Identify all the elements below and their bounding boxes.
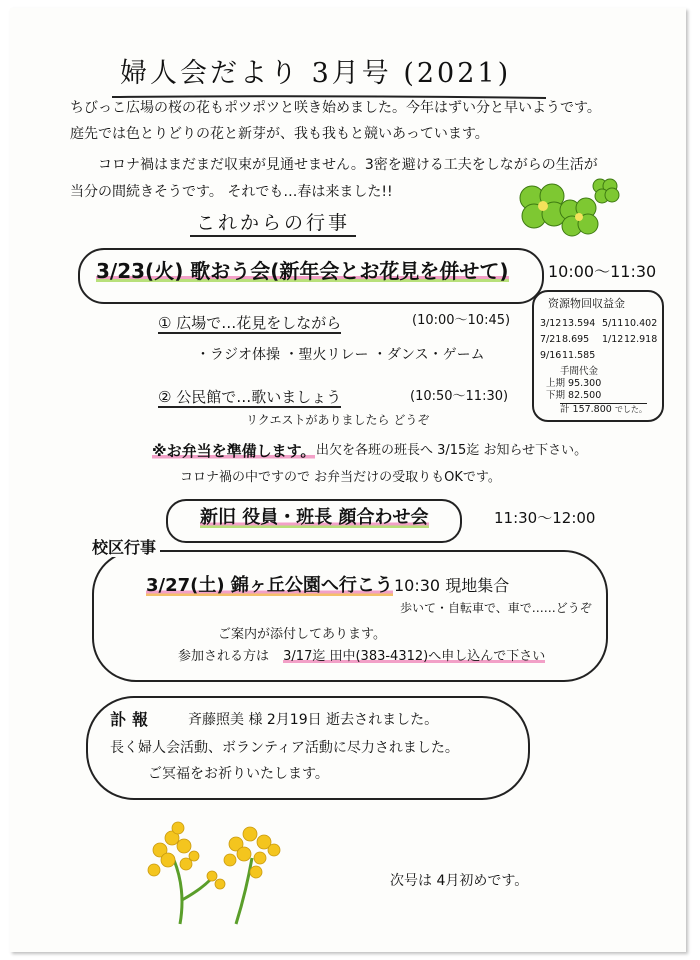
finance-row — [540, 350, 595, 361]
school-apply — [178, 649, 545, 665]
obituary-label: 訃報 — [110, 710, 155, 729]
event-item-2-note: リクエストがありましたら どうぞ — [246, 413, 430, 427]
school-apply-prefix: 参加される方は — [178, 649, 270, 664]
finance-date: 7/21 — [540, 334, 562, 345]
finance-date: 3/12 — [540, 318, 562, 329]
obituary-line-2: 長く婦人会活動、ボランティア活動に尽力されました。 — [110, 740, 459, 756]
event-item-2-time: (10:50〜11:30) — [410, 389, 509, 404]
finance-amount: 12.918 — [624, 334, 658, 345]
obituary-line-3: ご冥福をお祈りいたします。 — [148, 766, 329, 782]
event-item-1-activities: ・ラジオ体操 ・聖火リレー ・ダンス・ゲーム — [196, 347, 485, 363]
finance-amount: 8.695 — [562, 334, 590, 345]
school-apply-detail: 3/17迄 田中(383-4312)へ申し込んで下さい — [283, 649, 546, 664]
finance-amount: 13.594 — [562, 318, 596, 329]
finance-second-half: 下期 82.500 — [546, 390, 602, 401]
event-item-1-label: ① 広場で…花見をしながら — [158, 314, 342, 332]
school-guide: ご案内が添付してあります。 — [218, 627, 386, 642]
intro-line-1: ちびっこ広場の桜の花もポツポツと咲き始めました。今年はずい分と早いようです。 — [70, 100, 601, 116]
obituary-line-1: 斉藤照美 様 2月19日 逝去されました。 — [188, 712, 439, 728]
finance-date: 5/11 — [602, 318, 624, 329]
school-gathering: 10:30 現地集合 — [394, 576, 510, 595]
attendance-note: 出欠を各班の班長へ 3/15迄 お知らせ下さい。 — [316, 443, 588, 458]
finance-first-half: 上期 95.300 — [546, 378, 602, 389]
lunch-note: ※お弁当を準備します。 — [152, 442, 316, 460]
takeout-note: コロナ禍の中ですので お弁当だけの受取りもOKです。 — [180, 470, 501, 485]
school-event-title: 3/27(土) 錦ヶ丘公園へ行こう — [146, 575, 393, 596]
finance-row — [540, 334, 657, 345]
event-item-1-time: (10:00〜10:45) — [412, 313, 511, 328]
page-title: 婦人会だより 3月号 (2021) — [120, 58, 512, 89]
school-transport: 歩いて・自転車で、車で……どうぞ — [400, 601, 592, 615]
finance-amount: 10.402 — [624, 318, 658, 329]
meeting-time: 11:30〜12:00 — [494, 509, 596, 527]
intro-line-4: 当分の間続きそうです。 それでも…春は来ました!! — [70, 184, 393, 200]
finance-date: 1/12 — [602, 334, 624, 345]
school-event-label: 校区行事 — [88, 538, 160, 557]
finance-subtitle: 手間代金 — [560, 366, 599, 377]
event-header: 3/23(火) 歌おう会(新年会とお花見を併せて) — [96, 259, 509, 283]
finance-suffix: でした。 — [614, 405, 647, 414]
event-time: 10:00〜11:30 — [548, 262, 657, 281]
finance-amount: 11.585 — [562, 350, 596, 361]
intro-line-2: 庭先では色とりどりの花と新芽が、我も我もと競いあっています。 — [70, 126, 489, 142]
meeting-label: 新旧 役員・班長 顔合わせ会 — [200, 507, 429, 528]
rapeseed-flower-illustration — [140, 820, 300, 930]
clover-illustration — [512, 176, 622, 246]
finance-title: 资源物回収益金 — [548, 297, 625, 310]
next-issue-note: 次号は 4月初めです。 — [390, 873, 529, 889]
finance-total-value: 計 157.800 — [560, 404, 612, 415]
finance-date: 9/16 — [540, 350, 562, 361]
intro-line-3: コロナ禍はまだまだ収束が見通せません。3密を避ける工夫をしながらの生活が — [98, 157, 598, 173]
finance-total — [560, 403, 647, 415]
finance-row — [540, 318, 657, 329]
events-heading: これからの行事 — [190, 212, 356, 237]
event-item-2-label: ② 公民館で…歌いましょう — [158, 388, 342, 406]
